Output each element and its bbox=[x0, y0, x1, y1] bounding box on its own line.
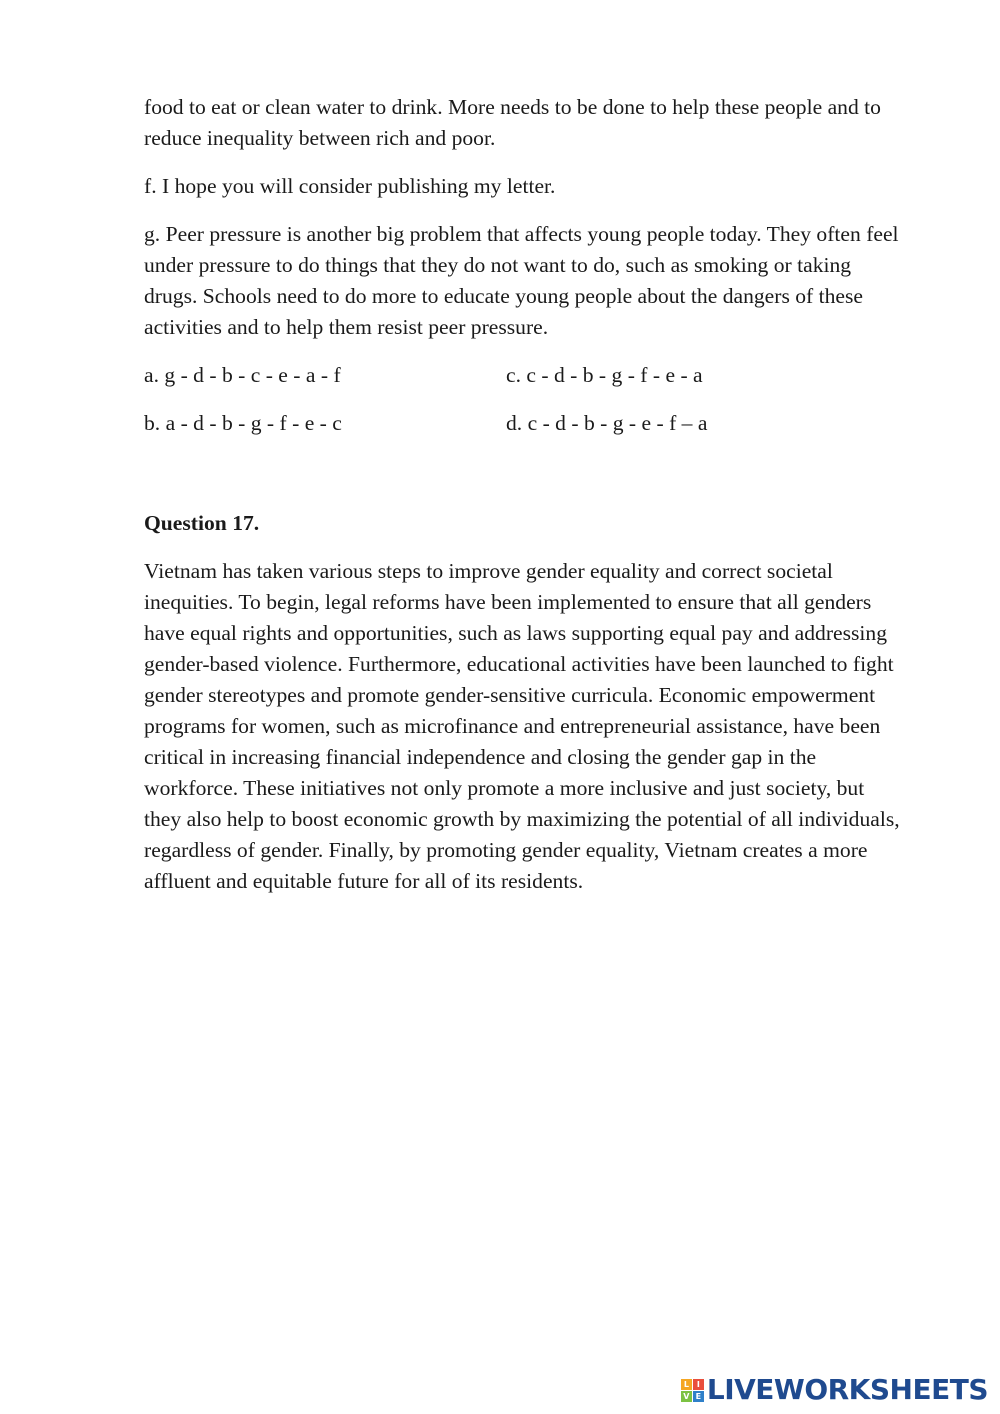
logo-mark-cell: L bbox=[681, 1379, 692, 1390]
question-17-passage: Vietnam has taken various steps to improve gender equality and correct societal inequities. To begin, legal reforms have been implemented to ensure that all genders have equal rights and opportunities, such as laws supporting equal pay and addressing gender-based violence. Furthermore, educational activities have been launched to fight gender stereotypes and promote gender-sensitive curricula. Economic empowerment programs for women, such as microfinance and entrepreneurial assistance, have been critical in increasing financial independence and closing the gender gap in the workforce. These initiatives not only promote a more inclusive and just society, but they also help to boost economic growth by maximizing the potential of all individuals, regardless of gender. Finally, by promoting gender equality, Vietnam creates a more affluent and equitable future for all of its residents. bbox=[144, 559, 900, 893]
options-row-2 bbox=[144, 408, 904, 439]
option-c[interactable]: c. c - d - b - g - f - e - a bbox=[506, 363, 703, 387]
paragraph-g: g. Peer pressure is another big problem that affects young people today. They often feel under pressure to do things that they do not want to do, such as smoking or taking drugs. Schools need to do more to educate young people about the dangers of these activities and to help them resist peer pressure. bbox=[144, 222, 899, 339]
options-row-1 bbox=[144, 360, 904, 391]
option-b[interactable]: b. a - d - b - g - f - e - c bbox=[144, 411, 342, 435]
worksheet-page bbox=[144, 92, 904, 914]
paragraph-e-continued: food to eat or clean water to drink. More needs to be done to help these people and to reduce inequality between rich and poor. bbox=[144, 95, 881, 150]
logo-mark-icon bbox=[681, 1379, 704, 1402]
liveworksheets-logo bbox=[681, 1374, 988, 1406]
option-d[interactable]: d. c - d - b - g - e - f – a bbox=[506, 411, 708, 435]
logo-mark-cell: E bbox=[693, 1391, 704, 1402]
option-a[interactable]: a. g - d - b - c - e - a - f bbox=[144, 363, 341, 387]
question-17-heading: Question 17. bbox=[144, 511, 260, 535]
logo-mark-cell: I bbox=[693, 1379, 704, 1390]
logo-mark-cell: V bbox=[681, 1391, 692, 1402]
logo-text: LIVEWORKSHEETS bbox=[706, 1373, 988, 1406]
paragraph-f: f. I hope you will consider publishing my letter. bbox=[144, 174, 556, 198]
